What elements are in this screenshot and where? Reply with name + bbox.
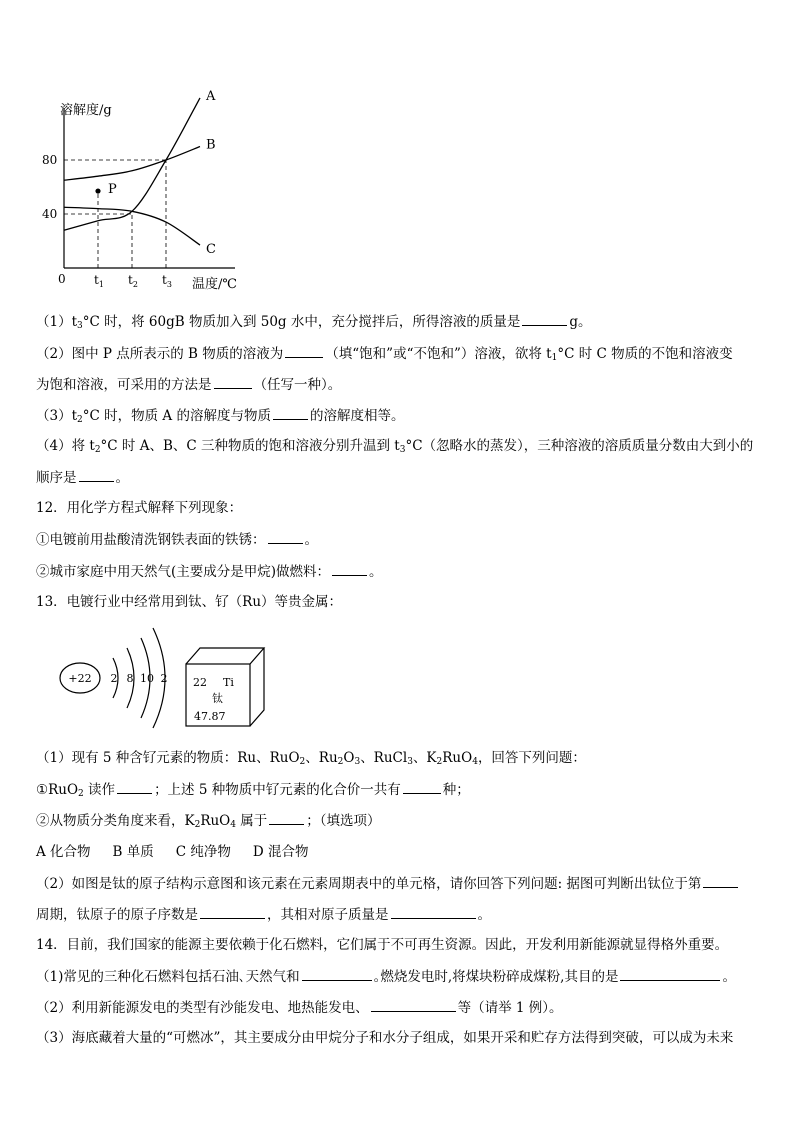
answer-blank[interactable] bbox=[285, 343, 323, 358]
q13-item1: ①RuO$_2$ 读作 ；上述 5 种物质中钌元素的化合价一共有 种； bbox=[36, 779, 766, 804]
x-tick-label: $t_2$ bbox=[128, 273, 138, 289]
atomic-mass: 47.87 bbox=[194, 710, 226, 723]
element-symbol: Ti bbox=[223, 676, 234, 689]
answer-blank[interactable] bbox=[269, 810, 304, 825]
series-label-A: A bbox=[206, 90, 216, 104]
q14-title: 14．目前，我们国家的能源主要依赖于化石燃料，它们属于不可再生资源。因此，开发利用新能源就显得格外重要。 bbox=[36, 937, 729, 953]
answer-blank[interactable] bbox=[620, 966, 720, 981]
q13-title: 13．电镀行业中经常用到钛、钌（Ru）等贵金属： bbox=[36, 594, 343, 610]
shell-electrons: 10 bbox=[140, 672, 154, 685]
answer-blank[interactable] bbox=[332, 561, 367, 576]
point-label-P: P bbox=[108, 182, 117, 198]
y-tick-label: 40 bbox=[42, 207, 58, 221]
answer-blank[interactable] bbox=[117, 779, 152, 794]
series-label-B: B bbox=[206, 137, 216, 153]
origin-label: 0 bbox=[58, 272, 66, 286]
q13-item2: ②从物质分类角度来看，$K_2RuO_4$ 属于 ；（填选项） bbox=[36, 810, 766, 835]
cell-top-face bbox=[186, 648, 264, 664]
answer-blank[interactable] bbox=[79, 467, 114, 482]
answer-blank[interactable] bbox=[703, 873, 738, 888]
q13-part2: （2）如图是钛的原子结构示意图和该元素在元素周期表中的单元格，请你回答下列问题: 据图可判断出钛位于第 bbox=[36, 873, 766, 894]
answer-blank[interactable] bbox=[200, 904, 265, 919]
q11-part3: $(3)t_2^\circ C$ 时，物质 A 的溶解度与物质 的溶解度相等。 bbox=[36, 405, 766, 430]
q13-part1: （1）现有 5 种含钌元素的物质：Ru、RuO$_2$、$Ru_2O_3$、RuCl$_3$、$K_2RuO_4$，回答下列问题： bbox=[36, 750, 586, 767]
shell-electrons: 2 bbox=[110, 672, 118, 685]
element-name: 钛 bbox=[212, 692, 223, 705]
x-tick-subscript: 2 bbox=[132, 280, 138, 289]
y-axis-label: 溶解度/g bbox=[60, 103, 112, 118]
series-label-C: C bbox=[206, 242, 216, 258]
x-tick-label: $t_1$ bbox=[94, 273, 104, 289]
q12-item2: ②城市家庭中用天然气(主要成分是甲烷)做燃料： 。 bbox=[36, 561, 766, 582]
periodic-table-cell bbox=[186, 648, 264, 726]
q14-part3: （3）海底藏着大量的“可燃冰”，其主要成分由甲烷分子和水分子组成，如果开采和贮存方法得到突破，可以成为未来 bbox=[36, 1030, 734, 1046]
x-axis-label: 温度/℃ bbox=[192, 277, 237, 292]
shell-electrons: 2 bbox=[160, 672, 168, 685]
point-P bbox=[95, 188, 100, 193]
atomic-number: 22 bbox=[193, 676, 207, 689]
nucleus-charge: +22 bbox=[68, 672, 92, 685]
chart-dashes bbox=[64, 160, 166, 268]
cell-side-face bbox=[250, 648, 264, 726]
titanium-figure bbox=[55, 620, 275, 735]
answer-blank[interactable] bbox=[273, 405, 308, 420]
q14-part1: （1)常见的三种化石燃料包括石油､天然气和 ｡燃烧发电时,将煤块粉碎成煤粉,其目的是 。 bbox=[36, 966, 766, 987]
q11-part2: （2）图中 P 点所表示的 B 物质的溶液为 （填“饱和”或“不饱和”）溶液，欲将 $t_1^\circ C$ 时 C 物质的不饱和溶液变 bbox=[36, 343, 766, 368]
atom-structure-diagram bbox=[60, 628, 168, 728]
q11-part2-cont: 为饱和溶液，可采用的方法是 （任写一种）。 bbox=[36, 374, 766, 395]
answer-blank[interactable] bbox=[391, 904, 476, 919]
shell-electrons: 8 bbox=[126, 672, 134, 685]
answer-blank[interactable] bbox=[302, 966, 372, 981]
q13-options bbox=[36, 842, 766, 862]
solubility-chart bbox=[30, 90, 290, 295]
q11-part1: $(1)t_3^\circ C$ 时，将 60gB 物质加入到 50g 水中，充分搅拌后，所得溶液的质量是 g。 bbox=[36, 311, 766, 336]
answer-blank[interactable] bbox=[522, 311, 567, 326]
option-c[interactable]: C 纯净物 bbox=[175, 844, 231, 860]
q12-item1: ①电镀前用盐酸清洗钢铁表面的铁锈： 。 bbox=[36, 529, 766, 550]
x-tick-subscript: 3 bbox=[166, 280, 172, 289]
option-b[interactable]: B 单质 bbox=[112, 844, 154, 860]
x-tick-label: $t_3$ bbox=[162, 273, 172, 289]
q11-part4: （4）将 $t_2^\circ C$ 时 A、B、C 三种物质的饱和溶液分别升温到 $t_3^\circ C$（忽略水的蒸发），三种溶液的溶质质量分数由大到小的 bbox=[36, 438, 754, 455]
option-a[interactable]: A 化合物 bbox=[36, 844, 91, 860]
answer-blank[interactable] bbox=[214, 374, 252, 389]
q12-title: 12．用化学方程式解释下列现象： bbox=[36, 500, 243, 516]
y-tick-label: 80 bbox=[42, 153, 58, 167]
q14-part2: （2）利用新能源发电的类型有沙能发电、地热能发电、 等（请举 1 例）。 bbox=[36, 997, 766, 1018]
q13-part2-cont: 周期，钛原子的原子序数是 ，其相对原子质量是 。 bbox=[36, 904, 766, 925]
answer-blank[interactable] bbox=[268, 529, 303, 544]
q11-part4-cont: 顺序是 。 bbox=[36, 467, 766, 488]
series-line-B bbox=[64, 147, 200, 181]
option-d[interactable]: D 混合物 bbox=[252, 844, 309, 860]
x-tick-subscript: 1 bbox=[98, 280, 104, 289]
answer-blank[interactable] bbox=[371, 997, 456, 1012]
answer-blank[interactable] bbox=[403, 779, 441, 794]
